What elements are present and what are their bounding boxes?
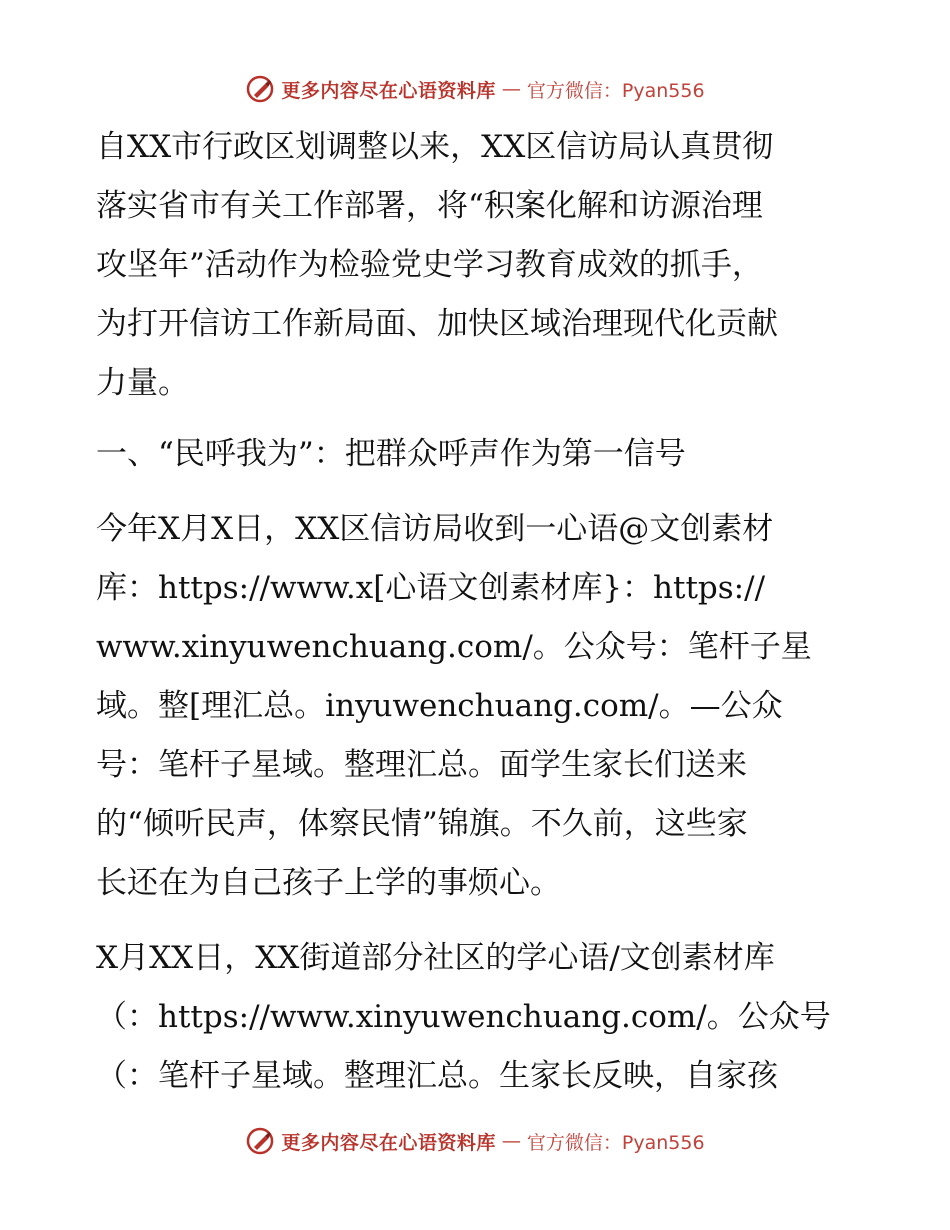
pen-logo-icon (245, 74, 275, 104)
header-banner-contact: 官方微信：Pyan556 (526, 79, 705, 102)
paragraph-2: 今年X月X日，XX区信访局收到一心语@文创素材 库：https://www.x[心语文创素材库}：https:// www.xinyuwenchuang.com/。公众号：笔杆子星 域。整[理汇总。inyuwenchuang.com/。—公众 号：笔杆子星域。整理汇总。面学生家长们送来 的“倾听民声，体察民情”锦旗。不久前，这些家 长还在为自己孩子上学的事烦心。 (96, 511, 812, 901)
header-banner-separator: — (501, 78, 521, 100)
document-body (96, 118, 856, 1106)
paragraph-3: X月XX日，XX街道部分社区的学心语/文创素材库 （：https://www.xinyuwenchuang.com/。公众号 （：笔杆子星域。整理汇总。生家长反映，自家孩 (96, 940, 831, 1094)
pen-logo-icon (245, 1126, 275, 1156)
intro-paragraph: 自XX市行政区划调整以来，XX区信访局认真贯彻 落实省市有关工作部署，将“积案化解和访源治理 攻坚年”活动作为检验党史学习教育成效的抓手， 为打开信访工作新局面、加快区域治理现代化贡献 力量。 (96, 129, 778, 401)
footer-banner-text: 更多内容尽在心语资料库 (281, 1131, 496, 1154)
header-banner (0, 72, 950, 106)
header-banner-text: 更多内容尽在心语资料库 (281, 79, 496, 102)
footer-banner-contact: 官方微信：Pyan556 (526, 1131, 705, 1154)
section-heading-1: 一、“民呼我为”：把群众呼声作为第一信号 (96, 436, 686, 472)
footer-banner (0, 1124, 950, 1158)
footer-banner-separator: — (501, 1130, 521, 1152)
